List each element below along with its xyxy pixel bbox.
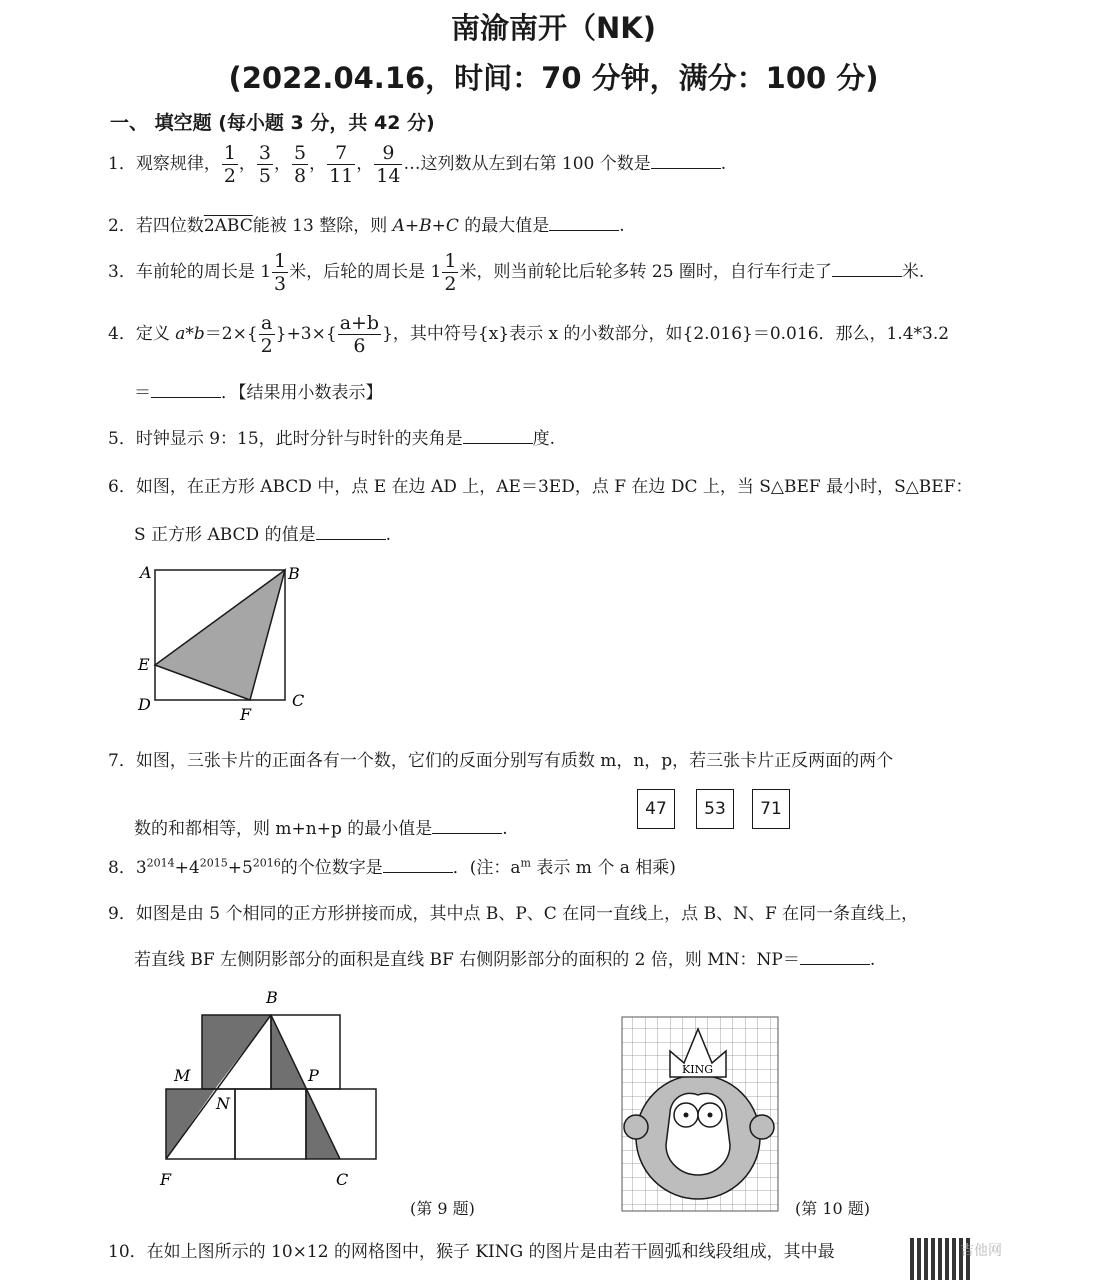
figure-10-monkey-king [620,1015,785,1215]
figure-10-caption: (第 10 题) [795,1199,871,1218]
card-1: 47 [637,789,675,829]
question-6: 6．如图，在正方形 ABCD 中，点 E 在边 AD 上，AE＝3ED，点 F 在边 DC 上，当 S△BEF 最小时，S△BEF： [108,477,973,497]
q1-frac-4: $\frac{7}{11}$ [329,142,354,187]
q1-frac-5: $\frac{9}{14}$ [376,142,401,187]
question-7-line-2: 数的和都相等，则 m+n+p 的最小值是 . [134,819,508,839]
figure-6-square [130,560,320,725]
answer-blank[interactable] [832,262,902,277]
answer-blank[interactable] [800,950,870,965]
answer-blank[interactable] [549,216,619,231]
card-3: 71 [752,789,790,829]
q1-prefix: 1．观察规律， [108,154,221,174]
question-4: 4．定义 a*b＝2×{ $\frac{a}{2}$ }+3×{ $\frac{a+b}{6}$ }，其中符号{x}表示 x 的小数部分，如{2.016}＝0.016．那么，1.4*3.2 [108,312,950,357]
label-E: E [138,655,150,674]
label-M: M [174,1066,191,1085]
figure-9-caption: (第 9 题) [410,1199,475,1218]
king-label: KING [682,1063,713,1076]
question-3: 3．车前轮的周长是 1 $\frac{1}{3}$ 米，后轮的周长是 1 $\frac{1}{2}$ 米，则当前轮比后轮多转 25 圈时，自行车行走了 米. [108,250,925,295]
card-2: 53 [696,789,734,829]
label-A: A [140,563,152,582]
q1-frac-2: $\frac{3}{5}$ [258,142,272,187]
question-4-line-2: ＝ ．【结果用小数表示】 [134,383,383,403]
overlined-number: 2ABC [203,216,253,236]
label-P: P [308,1066,319,1085]
question-5: 5．时钟显示 9：15，此时分针与时针的夹角是 度. [108,429,556,449]
q1-frac-3: $\frac{5}{8}$ [294,142,307,187]
answer-blank[interactable] [651,154,721,169]
q1-suffix: …这列数从左到右第 100 个数是 [403,154,651,174]
question-9-line-2: 若直线 BF 左侧阴影部分的面积是直线 BF 右侧阴影部分的面积的 2 倍，则 MN：NP＝ . [134,950,876,970]
label-F: F [240,705,252,724]
answer-blank[interactable] [432,819,502,834]
q1-frac-1: $\frac{1}{2}$ [223,142,236,187]
section-heading: 一、 填空题 (每小题 3 分，共 42 分) [110,112,435,134]
label-B: B [266,988,278,1007]
question-9: 9．如图是由 5 个相同的正方形拼接而成，其中点 B、P、C 在同一直线上，点 B、N、F 在同一条直线上， [108,904,919,924]
watermark: 吉他网 [960,1243,1002,1259]
label-F: F [160,1170,172,1189]
page-title: 南渝南开（NK) [451,11,656,45]
label-C: C [292,691,305,710]
answer-blank[interactable] [383,858,453,873]
question-1: 1．观察规律， $\frac{1}{2}$ ， $\frac{3}{5}$ ， $\frac{5}{8}$ ， $\frac{7}{11}$ ， $\frac{9}{14}$ …这列数从左到右第 100 个数是 . [108,142,727,187]
question-2: 2．若四位数2ABC能被 13 整除，则 A+B+C 的最大值是 . [108,216,625,236]
label-D: D [138,695,151,714]
label-N: N [216,1094,230,1113]
answer-blank[interactable] [316,525,386,540]
answer-blank[interactable] [463,429,533,444]
page-subtitle: (2022.04.16，时间：70 分钟，满分：100 分) [228,61,879,95]
question-10: 10．在如上图所示的 10×12 的网格图中，猴子 KING 的图片是由若干圆弧和线段组成，其中最 [108,1242,835,1262]
answer-blank[interactable] [151,383,221,398]
figure-9-squares [150,985,390,1195]
label-B: B [288,564,300,583]
label-C: C [336,1170,349,1189]
question-7: 7．如图，三张卡片的正面各有一个数，它们的反面分别写有质数 m，n，p，若三张卡片正反两面的两个 [108,751,894,771]
question-6-line-2: S 正方形 ABCD 的值是 . [134,525,391,545]
question-8: 8．$3^{2014}+4^{2015}+5^{2016}$的个位数字是 ．(注：$a^m$ 表示 m 个 a 相乘) [108,856,676,878]
